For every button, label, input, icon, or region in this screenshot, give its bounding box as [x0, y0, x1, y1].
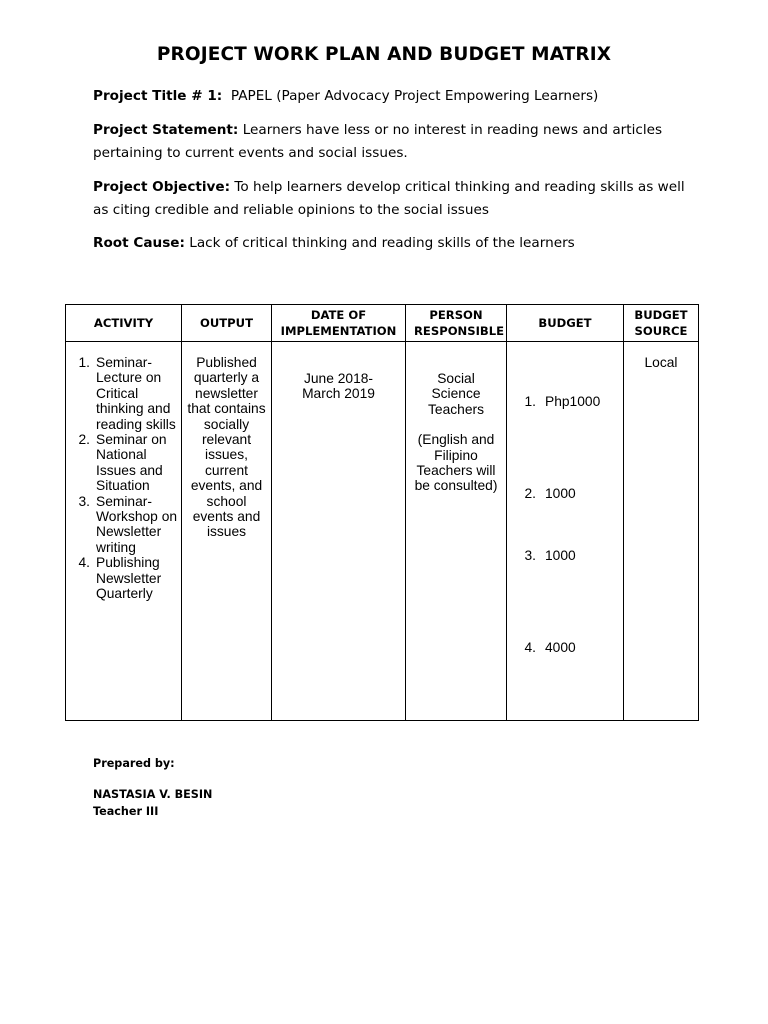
budget-cell: [507, 342, 624, 721]
activity-number: 3.: [78, 493, 90, 509]
budget-value: 1000: [545, 486, 576, 501]
work-plan-table: [65, 304, 699, 721]
project-statement-label: Project Statement:: [93, 122, 239, 138]
project-statement-value: Learners have less or no interest in reading news and articles pertaining to current events and social issues.: [93, 122, 663, 161]
source-text: Local: [644, 355, 678, 370]
person-cell: [406, 342, 507, 721]
output-cell: [182, 342, 272, 721]
header-person: PERSON RESPONSIBLE: [406, 305, 507, 342]
activity-text: Seminar on National Issues and Situation: [96, 432, 167, 494]
person-main: Social Science Teachers: [428, 371, 484, 417]
list-item: [507, 548, 576, 563]
preparer-position: Teacher III: [93, 805, 159, 818]
activity-number: 4.: [78, 555, 90, 571]
header-budget: BUDGET: [507, 305, 624, 342]
project-objective-label: Project Objective:: [93, 179, 231, 195]
list-item: [66, 555, 181, 601]
date-text: June 2018- March 2019: [302, 371, 375, 402]
project-title-value: PAPEL (Paper Advocacy Project Empowering Learners): [230, 88, 599, 104]
prepared-by-label: Prepared by:: [93, 757, 175, 770]
project-title-label: Project Title # 1:: [93, 88, 223, 104]
table-header-row: [66, 305, 699, 342]
list-item: [66, 432, 181, 494]
root-cause-value: Lack of critical thinking and reading skills of the learners: [189, 235, 575, 251]
person-note: (English and Filipino Teachers will be consulted): [414, 432, 498, 494]
list-item: [507, 486, 576, 501]
budget-number: 3.: [524, 548, 536, 563]
project-objective-value: To help learners develop critical thinking and reading skills as well as citing credible and reliable opinions to the social issues: [93, 179, 685, 218]
budget-number: 1.: [524, 394, 536, 409]
list-item: [507, 394, 600, 409]
budget-value: 4000: [545, 640, 576, 655]
activity-number: 1.: [78, 355, 90, 370]
budget-number: 2.: [524, 486, 536, 501]
preparer-name: NASTASIA V. BESIN: [93, 788, 213, 801]
list-item: [507, 640, 576, 655]
list-item: [66, 494, 181, 556]
document-title: PROJECT WORK PLAN AND BUDGET MATRIX: [156, 44, 612, 65]
activity-number: 2.: [78, 432, 90, 448]
header-activity: ACTIVITY: [66, 305, 182, 342]
header-date: DATE OF IMPLEMENTATION: [272, 305, 406, 342]
date-cell: [272, 342, 406, 721]
root-cause-label: Root Cause:: [93, 235, 185, 251]
header-source: BUDGET SOURCE: [624, 305, 699, 342]
budget-value: Php1000: [545, 394, 601, 409]
activity-text: Publishing Newsletter Quarterly: [96, 555, 162, 602]
project-objective-line: [93, 176, 693, 222]
header-output: OUTPUT: [182, 305, 272, 342]
project-statement-line: [93, 119, 693, 165]
project-title-line: [93, 85, 693, 108]
activity-list: [66, 355, 181, 602]
budget-value: 1000: [545, 548, 576, 563]
root-cause-line: [93, 232, 693, 255]
list-item: [66, 355, 181, 432]
budget-number: 4.: [524, 640, 536, 655]
activity-text: Seminar-Lecture on Critical thinking and reading skills: [96, 355, 176, 432]
table-row: [66, 342, 699, 721]
activity-text: Seminar-Workshop on Newsletter writing: [96, 493, 178, 555]
source-cell: [624, 342, 699, 721]
output-text: Published quarterly a newsletter that contains socially relevant issues, current events, and school events and issues: [187, 355, 266, 540]
activity-cell: [66, 342, 182, 721]
